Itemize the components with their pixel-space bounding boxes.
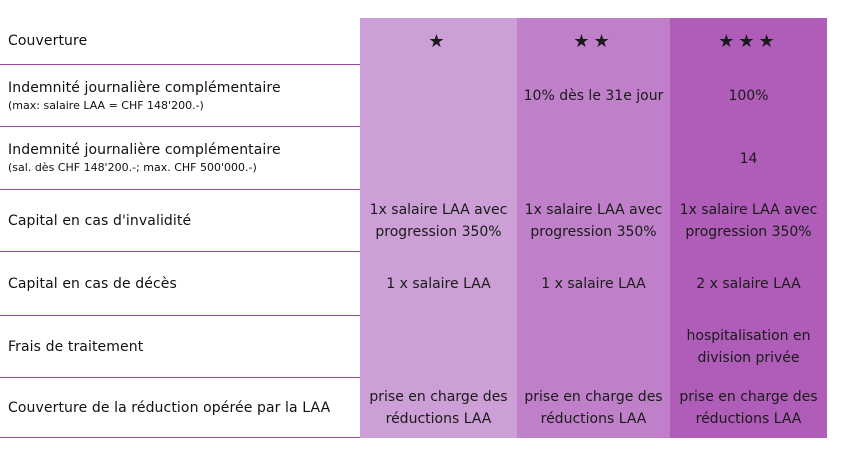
row-label-cell — [0, 127, 360, 190]
row-label-cell — [0, 65, 360, 127]
row-label: Capital en cas de décès — [8, 275, 177, 292]
table-row — [0, 252, 845, 316]
level-3-cell: prise en charge des réductions LAA — [670, 378, 827, 438]
level-3-cell: 100% — [670, 65, 827, 127]
level-3-cell: 2 x salaire LAA — [670, 252, 827, 316]
level-1-header: ★ — [360, 18, 517, 65]
level-1-cell — [360, 127, 517, 190]
header-label: Couverture — [8, 33, 88, 49]
row-label-cell — [0, 378, 360, 438]
row-label: Frais de traitement — [8, 338, 144, 355]
table-row — [0, 190, 845, 252]
level-2-header: ★★ — [517, 18, 670, 65]
level-2-cell: 1x salaire LAA avec progression 350% — [517, 190, 670, 252]
row-label: Indemnité journalière complémentaire — [8, 142, 281, 158]
level-3-cell: 14 — [670, 127, 827, 190]
row-label-cell — [0, 190, 360, 252]
table-row — [0, 316, 845, 378]
row-sublabel: (sal. dès CHF 148'200.-; max. CHF 500'000.-) — [8, 161, 257, 174]
table-header-row — [0, 18, 845, 65]
level-1-cell — [360, 65, 517, 127]
row-label: Indemnité journalière complémentaire — [8, 79, 281, 96]
row-label-cell — [0, 252, 360, 316]
header-label-cell — [0, 18, 360, 65]
row-label: Couverture de la réduction opérée par la LAA — [8, 399, 331, 416]
level-1-cell — [360, 316, 517, 378]
level-2-cell — [517, 127, 670, 190]
level-3-cell: 1x salaire LAA avec progression 350% — [670, 190, 827, 252]
row-label-cell — [0, 316, 360, 378]
level-2-cell: 10% dès le 31e jour — [517, 65, 670, 127]
table-row — [0, 127, 845, 190]
level-1-cell: 1x salaire LAA avec progression 350% — [360, 190, 517, 252]
level-3-cell: hospitalisation en division privée — [670, 316, 827, 378]
level-1-cell: 1 x salaire LAA — [360, 252, 517, 316]
table-row — [0, 378, 845, 438]
level-2-cell: prise en charge des réductions LAA — [517, 378, 670, 438]
level-2-cell: 1 x salaire LAA — [517, 252, 670, 316]
level-2-cell — [517, 316, 670, 378]
level-3-header: ★★★ — [670, 18, 827, 65]
row-sublabel: (max: salaire LAA = CHF 148'200.-) — [8, 98, 204, 112]
level-1-cell: prise en charge des réductions LAA — [360, 378, 517, 438]
table-row — [0, 65, 845, 127]
row-label: Capital en cas d'invalidité — [8, 212, 192, 229]
